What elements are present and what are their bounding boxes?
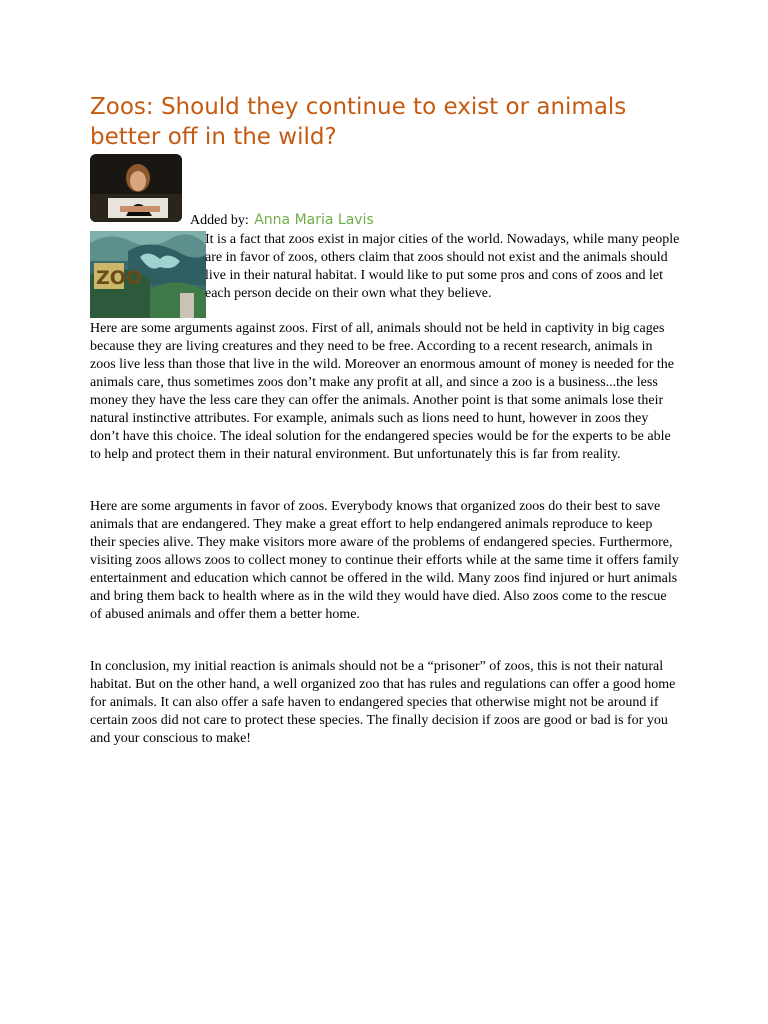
- paragraph-arguments-against: Here are some arguments against zoos. First of all, animals should not be held in captivity in big cages because they are living creatures and they need to be free. According to a recent research, animals in zoos live less than those that live in the wild. Moreover an enormous amount of money is needed for the animals care, thus sometimes zoos don’t make any profit at all, and since a zoo is a business...the less money they have the less care they can offer the animals. Another point is that some animals lose their natural instinctive attributes. For example, animals such as lions need to hunt, however in zoos they don’t have this choice. The ideal solution for the endangered species would be for the experts to be able to help and protect them in their natural environment. But unfortunately this is far from reality.: [90, 321, 674, 462]
- zoo-sign-photo: [90, 231, 206, 318]
- author-photo: [90, 154, 182, 222]
- article-title: Zoos: Should they continue to exist or animals better off in the wild?: [90, 94, 627, 150]
- paragraph-conclusion: In conclusion, my initial reaction is animals should not be a “prisoner” of zoos, this is not their natural habitat. But on the other hand, a well organized zoo that has rules and regulations can offer a good home for animals. It can also offer a safe haven to endangered species that otherwise might not be around if certain zoos did not care to protect these species. The finally decision if zoos are good or bad is for you and your conscious to make!: [90, 659, 676, 746]
- zoo-sign-text: ZOO: [96, 267, 143, 289]
- paragraph-arguments-in-favor: Here are some arguments in favor of zoos. Everybody knows that organized zoos do their best to save animals that are endangered. They make a great effort to help endangered animals reproduce to keep their species alive. They make visitors more aware of the problems of endangered species. Furthermore, visiting zoos allows zoos to collect money to continue their efforts while at the same time it offers family entertainment and education which cannot be offered in the wild. Many zoos find injured or hurt animals and bring them back to health where as in the wild they would have died. Also zoos come to the rescue of abused animals and offer them a better home.: [90, 499, 679, 622]
- intro-paragraph: It is a fact that zoos exist in major cities of the world. Nowadays, while many people are in favor of zoos, others claim that zoos should not exist and the animals should live in their natural habitat. I would like to put some pros and cons of zoos and let each person decide on their own what they believe.: [205, 232, 680, 301]
- author-name-link[interactable]: Anna Maria Lavis: [254, 212, 374, 228]
- byline: [190, 212, 374, 229]
- added-by-label: Added by:: [190, 213, 249, 228]
